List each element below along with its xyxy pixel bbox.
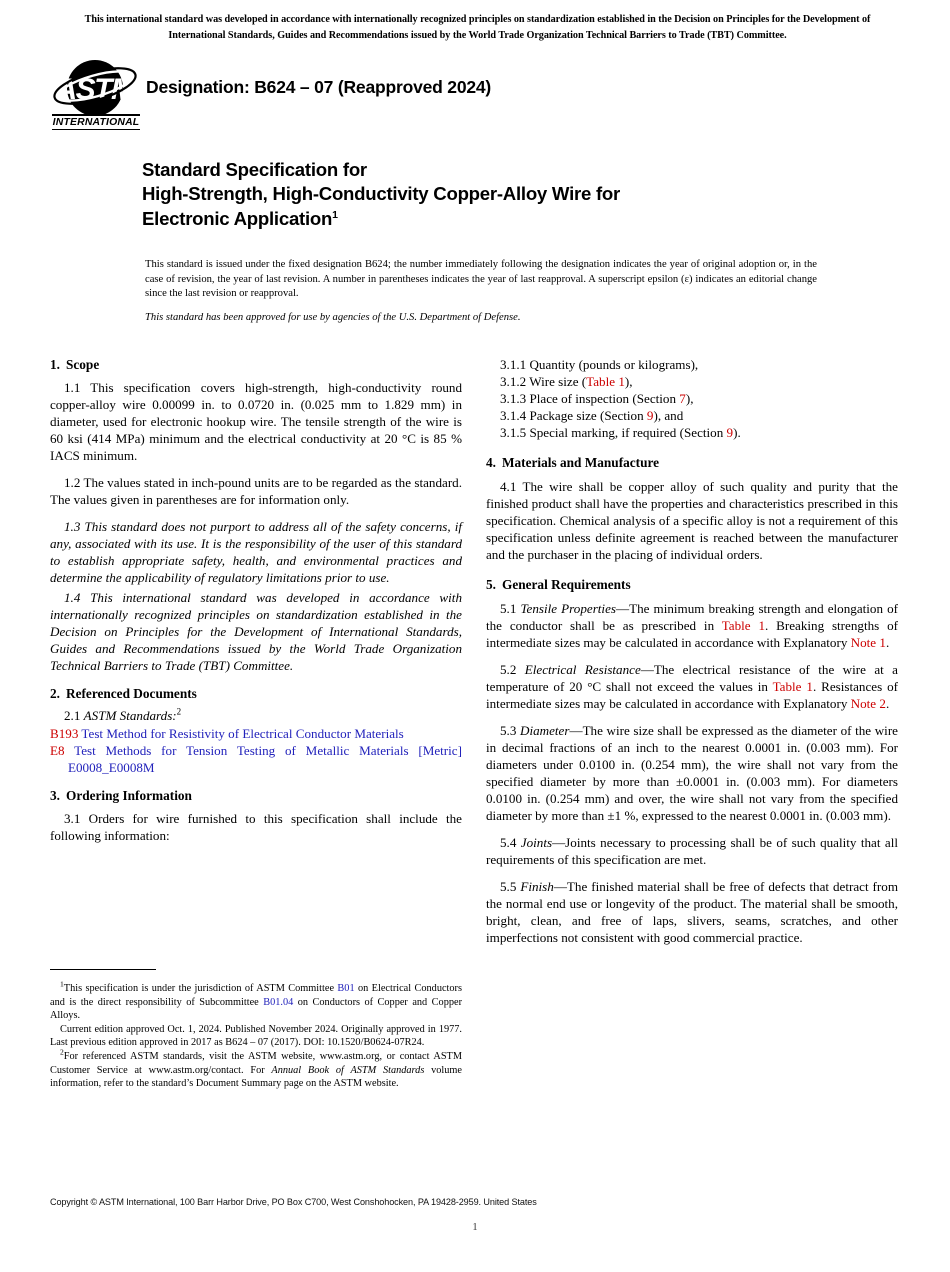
table-1-link-5-2[interactable]: Table 1 xyxy=(772,679,813,694)
para-text-5-1-a: —The minimum breaking strength and elongation of the conductor shall be as prescribed in xyxy=(486,601,898,633)
para-num-1-1: 1.1 xyxy=(64,380,81,395)
referenced-standard-b193 xyxy=(50,725,462,742)
paragraph-5-5 xyxy=(486,878,898,946)
item-text-3-1-2-post: ), xyxy=(624,374,633,389)
para-text-5-2-a: —The electrical resistance of the wire at a temperature of 20 °C shall not exceed the values in xyxy=(486,662,898,694)
item-num-3-1-1: 3.1.1 xyxy=(500,357,527,372)
page-title xyxy=(142,158,902,231)
page-number: 1 xyxy=(472,1222,478,1233)
para-label-5-1: Tensile Properties xyxy=(520,601,616,616)
svg-text:ASTM: ASTM xyxy=(55,73,135,106)
ordering-item-3-1-2 xyxy=(486,373,898,390)
para-label-5-5: Finish xyxy=(520,879,554,894)
para-text-4-1: The wire shall be copper alloy of such quality and purity that the finished product shall have the properties and characteristics prescribed in this specification. Chemical analysis of a specific alloy is not a requirement of this specification unless definite agreement is reached between the manufacturer and the purchaser in the placing of individual orders. xyxy=(486,479,898,562)
ordering-item-3-1-3 xyxy=(486,390,898,407)
section-heading-scope xyxy=(50,356,462,373)
para-label-5-3: Diameter xyxy=(520,723,570,738)
section-heading-ordering-information xyxy=(50,787,462,804)
item-text-3-1-1: Quantity (pounds or kilograms), xyxy=(529,357,699,372)
standard-title-b193[interactable]: Test Method for Resistivity of Electrical Conductor Materials xyxy=(81,726,404,741)
section-number-1: 1. xyxy=(50,357,60,372)
para-text-1-1: This specification covers high-strength, high-conductivity round copper-alloy wire 0.00099 in. to 0.0720 in. (0.025 mm to 1.829 mm) in diameter, used for electronic hookup wire. The tensile strength of the wire is 60 ksi (414 MPa) minimum and the electrical conductivity at 20 °C is 85 % IACS minimum. xyxy=(50,380,463,463)
astm-standards-footnote-marker: 2 xyxy=(176,706,182,717)
paragraph-5-2 xyxy=(486,661,898,712)
para-num-4-1: 4.1 xyxy=(500,479,517,494)
astm-standards-label: ASTM Standards: xyxy=(83,708,177,723)
para-num-5-1: 5.1 xyxy=(500,601,517,616)
para-text-1-2: The values stated in inch-pound units are to be regarded as the standard. The values given in parentheses are for information only. xyxy=(50,475,462,507)
item-text-3-1-5-post: ). xyxy=(733,425,741,440)
paragraph-1-2 xyxy=(50,474,462,508)
title-line-3-text: Electronic Application xyxy=(142,207,333,229)
committee-b01-link[interactable]: B01 xyxy=(337,983,355,994)
section-title-5: General Requirements xyxy=(501,577,631,592)
item-num-3-1-2: 3.1.2 xyxy=(500,374,527,389)
ordering-item-3-1-1 xyxy=(486,356,898,373)
para-num-3-1: 3.1 xyxy=(64,811,81,826)
section-title-1: Scope xyxy=(65,357,100,372)
para-text-1-4: This international standard was developed in accordance with internationally recognized principles on standardization established in the Decision on Principles for the Development of International Standards, Guides and Recommendations issued by the World Trade Organization Technical Barriers to Trade (TBT) Committee. xyxy=(50,590,462,673)
section-number-2: 2. xyxy=(50,686,60,701)
item-num-3-1-5: 3.1.5 xyxy=(500,425,527,440)
para-num-5-4: 5.4 xyxy=(500,835,517,850)
paragraph-1-3 xyxy=(50,518,462,586)
section-9-link-b[interactable]: 9 xyxy=(726,425,734,440)
section-number-3: 3. xyxy=(50,788,60,803)
section-7-link[interactable]: 7 xyxy=(679,391,686,406)
paragraph-5-4 xyxy=(486,834,898,868)
para-num-5-3: 5.3 xyxy=(500,723,517,738)
footnote-edition-info: Current edition approved Oct. 1, 2024. Published November 2024. Originally approved in 1977. Last previous edition approved in 2017 as B624 – 07 (2017). DOI: 10.1520/B0624-07R24. xyxy=(50,1023,462,1049)
title-block xyxy=(142,158,902,231)
designation-line: Designation: B624 – 07 (Reapproved 2024) xyxy=(146,77,492,97)
section-number-5: 5. xyxy=(486,577,496,592)
standard-id-e8[interactable]: E8 xyxy=(50,743,65,758)
paragraph-3-1 xyxy=(50,810,462,844)
standard-id-b193[interactable]: B193 xyxy=(50,726,79,741)
title-footnote-marker: 1 xyxy=(332,208,338,221)
section-9-link-a[interactable]: 9 xyxy=(646,408,654,423)
annual-book-italic: Annual Book of ASTM Standards xyxy=(271,1064,425,1076)
footnotes-block xyxy=(50,979,462,1091)
para-text-5-2-c: . xyxy=(885,696,890,711)
title-line-1: Standard Specification for xyxy=(142,159,367,180)
para-num-1-2: 1.2 xyxy=(64,475,81,490)
para-num-1-3: 1.3 xyxy=(64,519,81,534)
para-label-5-4: Joints xyxy=(520,835,553,850)
footnote-2 xyxy=(50,1047,462,1091)
paragraph-5-1 xyxy=(486,600,898,651)
tbt-banner-line1: This international standard was developed in accordance with internationally recognized principles on standardization established in the Decision on Principles for the xyxy=(84,14,801,25)
footnote-2-text-a: For referenced ASTM standards, visit the ASTM website, www.astm.org, or contact ASTM Customer Service at www.astm.org/contact. For xyxy=(50,1050,462,1076)
note-2-link[interactable]: Note 2 xyxy=(850,696,886,711)
para-text-5-5: —The finished material shall be free of defects that detract from the normal end use or longevity of the product. The material shall be smooth, bright, clean, and free of laps, slivers, seams, scratches, and other imperfections not consistent with good commercial practice. xyxy=(486,879,898,945)
astm-logo-subtitle: INTERNATIONAL xyxy=(52,114,140,130)
left-column xyxy=(50,356,462,844)
subcommittee-b0104-link[interactable]: B01.04 xyxy=(263,996,294,1008)
footnote-2-marker: 2 xyxy=(60,1047,64,1057)
item-text-3-1-3-post: ), xyxy=(685,391,694,406)
footnote-1-marker: 1 xyxy=(60,979,64,989)
para-text-5-4: —Joints necessary to processing shall be of such quality that all requirements of this specification are met. xyxy=(486,835,898,867)
section-number-4: 4. xyxy=(486,455,496,470)
standard-title-e8[interactable]: Test Methods for Tension Testing of Metallic Materials [Metric] E0008_E0008M xyxy=(68,743,462,775)
footnote-1 xyxy=(50,979,462,1023)
section-title-4: Materials and Manufacture xyxy=(501,455,660,470)
para-num-5-5: 5.5 xyxy=(500,879,517,894)
paragraph-4-1 xyxy=(486,478,898,563)
paragraph-1-1 xyxy=(50,379,462,464)
astm-monogram-icon xyxy=(50,58,140,118)
para-text-3-1: Orders for wire furnished to this specification shall include the following information: xyxy=(50,811,462,843)
item-text-3-1-3-pre: Place of inspection (Section xyxy=(529,391,680,406)
table-1-link-5-1[interactable]: Table 1 xyxy=(721,618,765,633)
section-title-2: Referenced Documents xyxy=(65,686,197,701)
tbt-banner xyxy=(55,12,900,43)
item-num-3-1-4: 3.1.4 xyxy=(500,408,527,423)
paragraph-1-4 xyxy=(50,589,462,674)
para-text-5-1-c: . xyxy=(885,635,890,650)
title-line-2: High-Strength, High-Conductivity Copper-Alloy Wire for xyxy=(142,183,621,205)
para-num-2-1: 2.1 xyxy=(64,708,81,723)
para-text-5-3: —The wire size shall be expressed as the diameter of the wire in decimal fractions of an inch to the nearest 0.0001 in. (0.003 mm). For diameters under 0.0100 in. (0.254 mm), the wire shall not vary from the specified diameter by more than ±0.0001 in. (0.003 mm). For diameters 0.0100 in. (0.254 mm) and over, the wire shall not vary from the specified diameter by more than ±1 %, expressed to the nearest 0.0001 in. (0.003 mm). xyxy=(486,723,898,823)
footnote-2-text-b: volume information, refer to the standard’s Document Summary page on the ASTM website. xyxy=(50,1064,462,1090)
section-heading-referenced-documents xyxy=(50,685,462,702)
copyright-line: Copyright © ASTM International, 100 Barr Harbor Drive, PO Box C700, West Conshohocken, PA 19428-2959. United States xyxy=(50,1197,537,1207)
paragraph-2-1 xyxy=(50,707,462,724)
para-text-1-3: This standard does not purport to address all of the safety concerns, if any, associated with its use. It is the responsibility of the user of this standard to establish appropriate safety, health, and environmental practices and determine the applicability of regulatory limitations prior to use. xyxy=(50,519,463,585)
tbt-banner-line2: Development of International Standards, Guides and Recommendations issued by the World Trade Organization Technical Barriers to Trade (TBT) Committee. xyxy=(168,14,871,41)
section-heading-materials-manufacture xyxy=(486,454,898,471)
ordering-item-3-1-4 xyxy=(486,407,898,424)
item-text-3-1-2-pre: Wire size ( xyxy=(529,374,587,389)
referenced-standard-e8 xyxy=(50,742,462,776)
footnote-separator-rule xyxy=(50,969,156,970)
para-num-5-2: 5.2 xyxy=(500,662,517,677)
footnote-1-text-a: This specification is under the jurisdiction of ASTM Committee xyxy=(63,983,338,994)
document-header xyxy=(50,58,900,138)
para-text-5-1-b: . Breaking strengths of intermediate sizes may be calculated in accordance with Explanatory xyxy=(486,618,898,650)
item-num-3-1-3: 3.1.3 xyxy=(500,391,527,406)
section-heading-general-requirements xyxy=(486,576,898,593)
ordering-item-3-1-5 xyxy=(486,424,898,441)
note-1-link[interactable]: Note 1 xyxy=(850,635,886,650)
para-num-1-4: 1.4 xyxy=(64,590,81,605)
footnote-1-text-b: on Electrical Conductors and is the direct responsibility of Subcommittee xyxy=(50,983,462,1008)
section-title-3: Ordering Information xyxy=(65,788,192,803)
para-label-5-2: Electrical Resistance xyxy=(524,662,641,677)
astm-logo xyxy=(50,58,146,136)
title-line-3 xyxy=(142,207,902,231)
item-text-3-1-5-pre: Special marking, if required (Section xyxy=(529,425,727,440)
table-1-link-3-1-2[interactable]: Table 1 xyxy=(586,374,625,389)
item-text-3-1-4-post: ), and xyxy=(653,408,684,423)
paragraph-5-3 xyxy=(486,722,898,824)
footnote-1-text-c: on Conductors of Copper and Copper Alloys. xyxy=(50,996,462,1022)
issue-statement: This standard is issued under the fixed designation B624; the number immediately following the designation indicates the year of original adoption or, in the case of revision, the year of last revision. A number in parentheses indicates the year of last reapproval. A superscript epsilon (ε) indicates an editorial change since the last revision or reapproval. xyxy=(145,259,817,300)
para-text-5-2-b: . Resistances of intermediate sizes may be calculated in accordance with Explanatory xyxy=(486,679,898,711)
right-column xyxy=(486,356,898,946)
item-text-3-1-4-pre: Package size (Section xyxy=(529,408,647,423)
dod-approval-note: This standard has been approved for use by agencies of the U.S. Department of Defense. xyxy=(145,312,521,323)
